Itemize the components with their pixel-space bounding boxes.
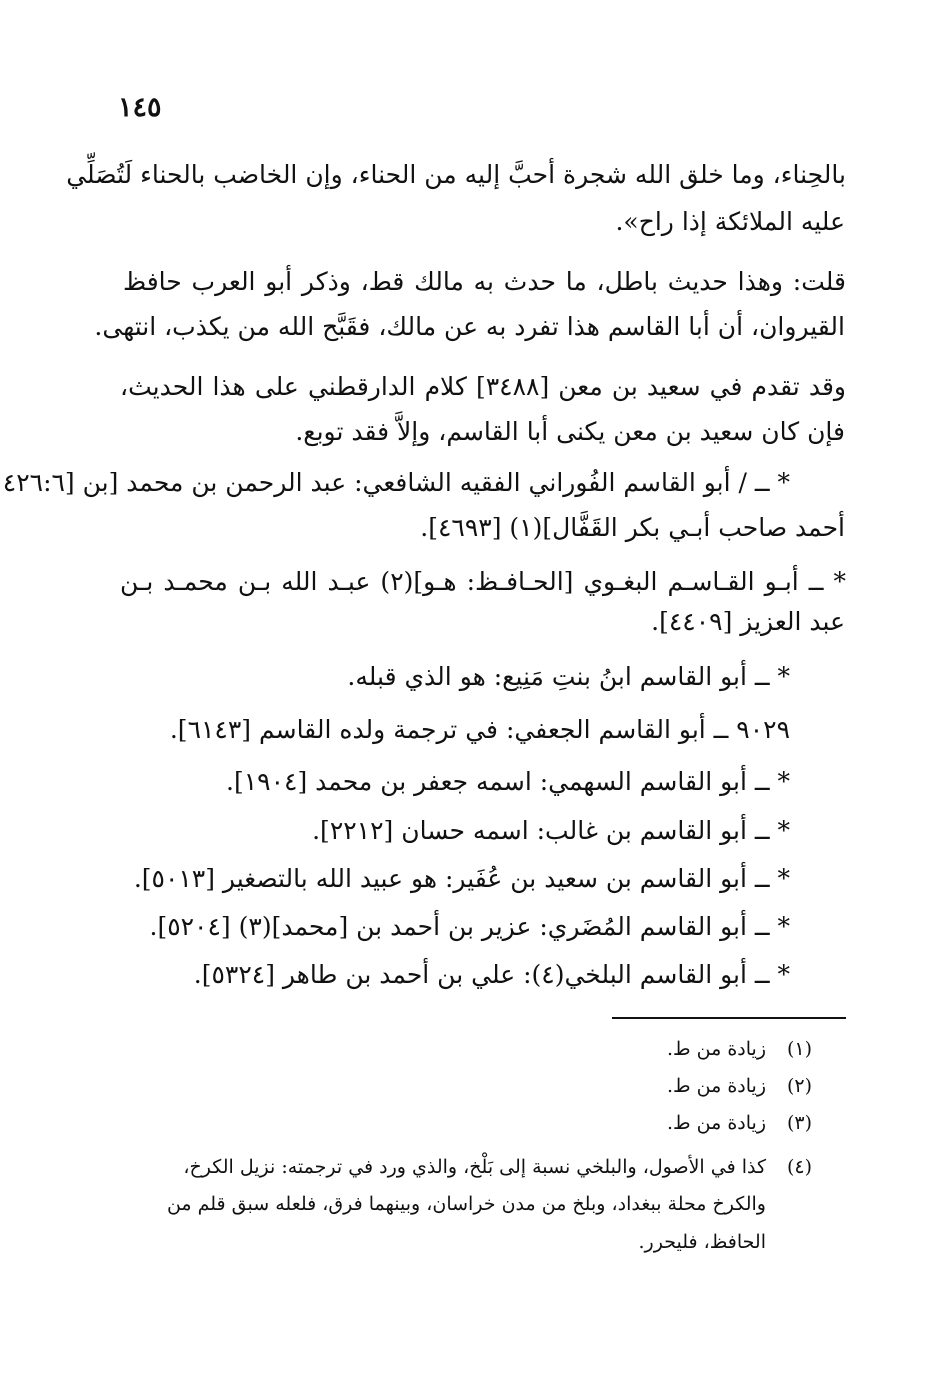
footnote-number: (٤): [786, 1156, 812, 1178]
text-line: قلت: وهذا حديث باطل، ما حدث به مالك قط، وذكر أبو العرب حافظ: [123, 267, 846, 296]
footnote-number: (١): [786, 1038, 812, 1060]
footnote-text: زيادة من ط.: [667, 1112, 766, 1134]
footnote: [667, 1073, 812, 1099]
text-line: عليه الملائكة إذا راح».: [615, 207, 845, 236]
footnote-number: (٢): [786, 1075, 812, 1097]
footnote-number: (٣): [786, 1112, 812, 1134]
footnote: [667, 1110, 812, 1136]
entry-line: * ــ أبـو القـاسـم البغـوي [الحـافـظ: هـو](٢) عبـد الله بـن محمـد بـن: [120, 567, 846, 596]
footnote-continuation: الحافظ، فليحرر.: [638, 1231, 766, 1253]
entry-line: * ــ أبو القاسم البلخي(٤): علي بن أحمد بن طاهر [٥٣٢٤].: [193, 960, 790, 989]
entry-line: * ــ أبو القاسم بن سعيد بن عُفَير: هو عبيد الله بالتصغير [٥٠١٣].: [133, 864, 790, 893]
text-line: فإن كان سعيد بن معن يكنى أبا القاسم، وإلاَّ فقد توبع.: [295, 417, 845, 446]
entry-line: * ــ / أبو القاسم الفُوراني الفقيه الشافعي: عبد الرحمن بن محمد [بن [٤٢٦:٦: [2, 468, 790, 497]
text-line: عبد العزيز [٤٤٠٩].: [651, 607, 845, 636]
text-line: أحمد صاحب أبـي بكر القَفَّال](١) [٤٦٩٣].: [420, 513, 845, 542]
footnote-continuation: والكرخ محلة ببغداد، وبلخ من مدن خراسان، وبينهما فرق، فلعله سبق قلم من: [166, 1193, 766, 1215]
footnote: [667, 1036, 812, 1062]
text-line: القيروان، أن أبا القاسم هذا تفرد به عن مالك، فقَبَّح الله من يكذب، انتهى.: [94, 312, 845, 341]
entry-line: * ــ أبو القاسم السهمي: اسمه جعفر بن محمد [١٩٠٤].: [226, 767, 790, 796]
entry-line: * ــ أبو القاسم بن غالب: اسمه حسان [٢٢١٢].: [312, 816, 790, 845]
footnote-text: كذا في الأصول، والبلخي نسبة إلى بَلْخ، والذي ورد في ترجمته: نزيل الكرخ،: [183, 1156, 766, 1178]
footnote-separator: [612, 1017, 846, 1019]
footnote: [183, 1154, 812, 1180]
entry-line: * ــ أبو القاسم ابنُ بنتِ مَنِيع: هو الذي قبله.: [347, 662, 790, 691]
footnote-text: زيادة من ط.: [667, 1075, 766, 1097]
entry-line: ٩٠٢٩ ــ أبو القاسم الجعفي: في ترجمة ولده القاسم [٦١٤٣].: [169, 715, 790, 744]
text-line: بالحِناء، وما خلق الله شجرة أحبَّ إليه من الحناء، وإن الخاضب بالحناء لَتُصَلِّي: [66, 160, 846, 189]
page-number: ١٤٥: [118, 92, 162, 123]
text-line: وقد تقدم في سعيد بن معن [٣٤٨٨] كلام الدارقطني على هذا الحديث،: [120, 372, 846, 401]
entry-line: * ــ أبو القاسم المُضَري: عزير بن أحمد بن [محمد](٣) [٥٢٠٤].: [149, 912, 790, 941]
footnote-text: زيادة من ط.: [667, 1038, 766, 1060]
